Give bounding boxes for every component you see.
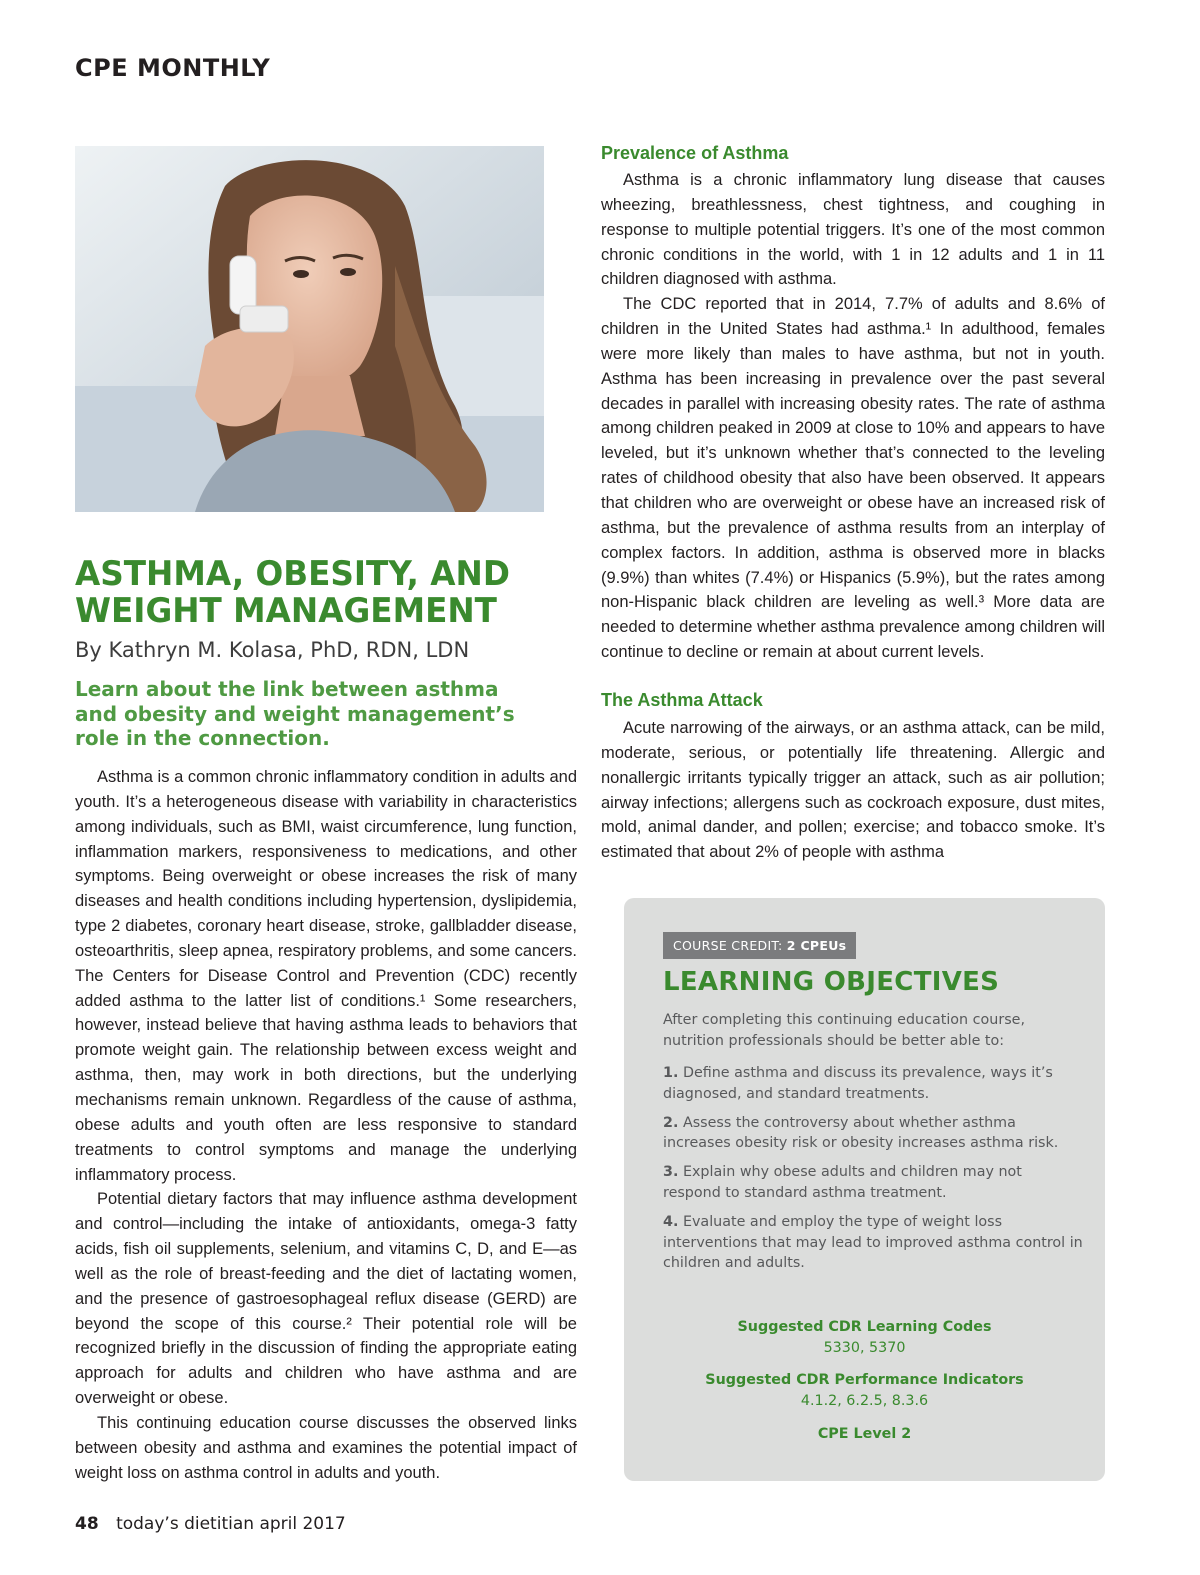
- objective-item: [663, 1113, 1083, 1155]
- publication-name: today’s dietitian: [116, 1514, 255, 1534]
- body-paragraph: Potential dietary factors that may influence asthma development and control—including the intake of antioxidants, omega-3 fatty acids, fish oil supplements, selenium, and vitamins C, D, and E—as well as the role of breast-feeding and the diet of lactating women, and the presence of gastroesophageal reflux disease (GERD) are beyond the scope of this course.² Their potential role will be recognized briefly in the discussion of finding the appropriate eating approach for adults and children who have asthma and are overweight or obese.: [75, 1190, 577, 1408]
- section-label: CPE MONTHLY: [75, 54, 271, 82]
- body-paragraph: Asthma is a chronic inflammatory lung disease that causes wheezing, breathlessness, chest tightness, and coughing in response to multiple potential triggers. It’s one of the most common chronic conditions in the world, with 1 in 12 adults and 1 in 11 children diagnosed with asthma.: [601, 171, 1105, 289]
- learning-codes-value: 5330, 5370: [823, 1340, 906, 1356]
- article-photo: [75, 146, 544, 512]
- section-heading-prevalence: Prevalence of Asthma: [601, 143, 789, 163]
- credit-label: COURSE CREDIT:: [673, 938, 783, 953]
- objective-text: Define asthma and discuss its prevalence, ways it’s diagnosed, and standard treatments.: [663, 1065, 1053, 1102]
- page-number: 48: [75, 1514, 99, 1534]
- objective-number: 3.: [663, 1164, 679, 1181]
- objective-text: Assess the controversy about whether asthma increases obesity risk or obesity increases asthma risk.: [663, 1114, 1059, 1152]
- body-paragraph: Acute narrowing of the airways, or an asthma attack, can be mild, moderate, serious, or potentially life threatening. Allergic and nonallergic irritants typically trigger an attack, such as air pollution; airway infections; allergens such as cockroach exposure, dust mites, mold, animal dander, and pollen; exercise; and tobacco smoke. It’s estimated that about 2% of people with asthma: [601, 719, 1105, 862]
- intro-body: [75, 765, 577, 1485]
- performance-indicators-label: Suggested CDR Performance Indicators: [705, 1372, 1024, 1388]
- byline: By Kathryn M. Kolasa, PhD, RDN, LDN: [75, 638, 470, 662]
- cpe-level: [624, 1424, 1105, 1445]
- page-footer: [75, 1514, 346, 1534]
- learning-codes-label: Suggested CDR Learning Codes: [737, 1319, 992, 1335]
- objective-item: [663, 1212, 1083, 1274]
- course-credit-tag: [663, 932, 856, 959]
- objectives-list: [663, 1063, 1083, 1282]
- body-paragraph: Asthma is a common chronic inflammatory condition in adults and youth. It’s a heterogeneous disease with variability in characteristics among individuals, such as BMI, waist circumference, lung function, inflammation markers, responsiveness to medications, and other symptoms. Being overweight or obese increases the risk of many diseases and health conditions including hypertension, dyslipidemia, type 2 diabetes, coronary heart disease, stroke, gallbladder disease, osteoarthritis, sleep apnea, respiratory problems, and some cancers. The Centers for Disease Control and Prevention (CDC) recently added asthma to the latter list of conditions.¹ Some researchers, however, instead believe that having asthma leads to behaviors that promote weight gain. The relationship between excess weight and asthma, then, may work in both directions, but the underlying mechanisms remain unknown. Regardless of the cause of asthma, obese adults and youth often are less responsive to standard treatments to control symptoms and manage the underlying inflammatory process.: [75, 768, 577, 1184]
- objectives-title: LEARNING OBJECTIVES: [663, 967, 1000, 997]
- objective-number: 2.: [663, 1114, 679, 1131]
- issue-date: april 2017: [259, 1514, 346, 1534]
- asthma-attack-body: [601, 716, 1105, 865]
- article-deck: Learn about the link between asthma and obesity and weight management’s role in the connection.: [75, 677, 515, 750]
- prevalence-body: [601, 168, 1105, 665]
- objective-item: [663, 1162, 1083, 1204]
- section-heading-asthma-attack: The Asthma Attack: [601, 690, 763, 710]
- learning-codes: [624, 1317, 1105, 1359]
- objective-number: 1.: [663, 1065, 679, 1081]
- objective-number: 4.: [663, 1213, 679, 1230]
- performance-indicators: [624, 1370, 1105, 1412]
- cpe-level-label: CPE Level 2: [817, 1426, 912, 1442]
- objective-item: [663, 1063, 1083, 1105]
- body-paragraph: The CDC reported that in 2014, 7.7% of adults and 8.6% of children in the United States had asthma.¹ In adulthood, females were more likely than males to have asthma, but not in youth. Asthma has been increasing in prevalence over the past several decades in parallel with increasing obesity rates. The rate of asthma among children peaked in 2009 at close to 10% and appears to have leveled, but it’s unknown whether that’s connected to the leveling rates of childhood obesity that also have been observed. It appears that children who are overweight or obese have an increased risk of asthma, but the prevalence of asthma results from an interplay of complex factors. In addition, asthma is observed more in blacks (9.9%) than whites (7.4%) or Hispanics (5.9%), but the rates among non-Hispanic black children are leveling as well.³ More data are needed to determine whether asthma prevalence among children will continue to decline or remain at about current levels.: [601, 295, 1105, 662]
- performance-indicators-value: 4.1.2, 6.2.5, 8.3.6: [800, 1393, 929, 1409]
- objective-text: Explain why obese adults and children may not respond to standard asthma treatment.: [663, 1164, 1022, 1201]
- objective-text: Evaluate and employ the type of weight loss interventions that may lead to improved asthma control in children and adults.: [663, 1213, 1083, 1272]
- objectives-intro: After completing this continuing education course, nutrition professionals should be better able to:: [663, 1012, 1025, 1049]
- body-paragraph: This continuing education course discusses the observed links between obesity and asthma and examines the potential impact of weight loss on asthma control in adults and youth.: [75, 1413, 577, 1482]
- article-title: ASTHMA, OBESITY, AND WEIGHT MANAGEMENT: [75, 554, 510, 631]
- credit-value: 2 CPEUs: [786, 938, 847, 953]
